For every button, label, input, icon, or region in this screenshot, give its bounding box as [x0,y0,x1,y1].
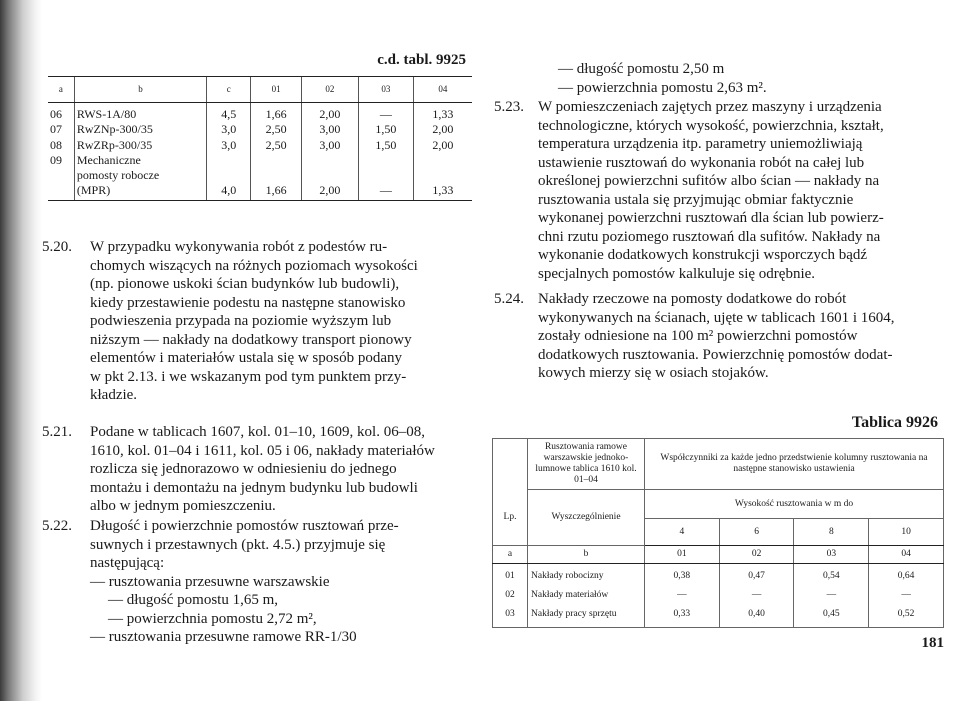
name-column [74,103,206,201]
lp-column [48,103,74,201]
page-number: 181 [921,635,944,651]
text-line: wykonywanych na ścianach, ujęte w tablicach 1601 i 1604, [538,309,895,326]
text-line: zostały odniesione na 100 m² powierzchni pomostów [538,328,858,344]
list-item: — rusztowania przesuwne ramowe RR-1/30 [90,629,357,645]
text-line: kładzie. [90,387,138,403]
row-lp [493,564,528,628]
height-value: 6 [719,519,794,546]
section-number: 5.23. [494,99,524,115]
list-subitem: — długość pomostu 2,50 m [558,61,725,77]
cell: 1,50 [375,122,397,137]
text-line: temperatura urządzenia itp. parametry uniemożliwiają [538,136,863,152]
table-header-row [48,77,472,103]
text-line: niższym — nakłady na dodatkowy transport pionowy [90,331,412,348]
col-02 [301,103,358,201]
table-9925-continued [48,76,472,201]
cell: 0,40 [748,609,765,619]
value-column [794,564,869,628]
cell: 4,5 [221,107,237,122]
text-line: rusztowania ustala się przyjmując obmiar faktycznie [538,191,854,208]
table-9926 [492,438,944,628]
section-number: 5.24. [494,291,524,307]
text-line: dodatkowych rusztowania. Powierzchnię pomostów dodat- [538,346,893,363]
paragraph-5-20 [90,238,472,405]
text-line: określonej powierzchni sufitów albo ścian — nakłady na [538,173,880,189]
cell: Nakłady robocizny [531,571,604,581]
cell: — [751,590,762,600]
col-01 [251,103,302,201]
col-letter: 02 [719,546,794,564]
continued-list [536,60,958,97]
height-value: 10 [869,519,944,546]
text-line: suwnych i przestawnych (pkt. 4.5.) przyjmuje się [90,536,386,553]
row-lp: 08 [50,137,62,152]
cell: 0,45 [823,609,840,619]
table-body [48,103,472,201]
row-name: Mechaniczne [76,152,141,167]
cell: 2,00 [432,137,454,152]
paragraph-5-21 [90,423,472,516]
row-name: (MPR) [76,183,111,198]
continued-table-label: c.d. tabl. 9925 [377,52,466,68]
text-line: chni rzutu poziomego rusztowań dla sufitów. Nakłady na [538,228,881,245]
spec-header: Wyszczególnienie [528,490,645,546]
col-letter: a [493,546,528,564]
cell: 2,50 [265,137,287,152]
row-name [528,564,645,628]
row-name: RWS-1A/80 [76,107,137,122]
cell: 0,64 [897,571,915,581]
col-header: 03 [358,77,413,103]
col-letter: 03 [794,546,869,564]
letters-row [493,546,944,564]
text-line: W pomieszczeniach zajętych przez maszyny i urządzenia [538,99,882,115]
lp-header: Lp. [493,490,528,546]
table-row [493,564,944,628]
cell: — [379,107,392,122]
cell: — [901,590,911,600]
cell: 0,38 [673,571,691,581]
text-line: 1610, kol. 01–04 i 1611, kol. 05 i 06, nakłady materiałów [90,442,435,459]
cell: Nakłady materiałów [531,590,609,600]
section-number: 5.21. [42,424,72,440]
row-lp: 06 [50,107,62,122]
text-line: Podane w tablicach 1607, kol. 01–10, 1609, kol. 06–08, [90,424,425,440]
cell: 03 [505,609,515,619]
cell: Nakłady pracy sprzętu [531,609,617,619]
cell: 1,66 [265,183,287,198]
col-header: a [48,77,74,103]
text-line: (np. pionowe uskoki ścian budynków lub budowli), [90,276,400,292]
cell: 0,52 [897,609,915,619]
value-column [645,564,720,628]
col-header: 02 [301,77,358,103]
cell: — [826,590,837,600]
cell: 01 [505,571,515,581]
col-04 [413,103,472,201]
cell: 1,33 [432,107,454,122]
value-column [719,564,794,628]
cell: — [379,183,392,198]
col-03 [358,103,413,201]
cell: 4,0 [221,183,237,198]
row-lp: 07 [50,122,62,137]
cell: 3,00 [319,137,341,152]
book-binding-shadow [0,0,42,701]
table-title: Tablica 9926 [851,414,938,431]
list-subitem: — powierzchnia pomostu 2,63 m². [558,79,767,96]
cell: 3,0 [221,122,237,137]
text-line: Nakłady rzeczowe na pomosty dodatkowe do robót [538,291,847,307]
text-line: elementów i materiałów ustala się w sposób podany [90,350,403,366]
text-line: następującą: [90,555,165,571]
col-letter: 01 [645,546,720,564]
cell: 3,0 [221,137,237,152]
col-header: c [207,77,251,103]
paragraph-5-22 [90,517,472,647]
section-number: 5.20. [42,239,72,255]
text-line: montażu i demontażu na jednym budynku lub budowli [90,479,418,496]
list-subitem: — powierzchnia pomostu 2,72 m², [108,610,317,627]
cell: 0,54 [823,571,840,581]
cell: 2,00 [319,107,341,122]
col-header: b [74,77,206,103]
col-letter: 04 [869,546,944,564]
text-line: wykonanej powierzchni rusztowań dla ścian lub powierz- [538,210,884,226]
paragraph-5-23 [538,98,942,283]
col-header: 04 [413,77,472,103]
cell: 2,00 [319,183,341,198]
row-name: RwZRp-300/35 [76,137,153,152]
text-line: albo w jednym pomieszczeniu. [90,498,276,514]
scaffold-note: Rusztowania ramowe warszawskie jednoko-lumnowe tablica 1610 kol. 01–04 [528,439,645,490]
cell: 02 [505,590,515,600]
row-name: pomosty robocze [76,168,160,183]
list-item: — rusztowania przesuwne warszawskie [90,573,330,590]
cell: 2,00 [432,122,454,137]
table-header-row [493,439,944,490]
table-header-row [493,490,944,519]
height-value: 8 [794,519,869,546]
text-line: wykonanie dodatkowych konstrukcji wsporczych bądź [538,247,868,263]
cell: 0,33 [673,609,691,619]
coefficient-header: Współczynniki za każde jedno przedstwienie kolumny rusztowania na następne stanowisko ustawienia [645,439,944,490]
text-line: podwieszenia przypada na poziomie wyższym lub [90,313,392,329]
text-line: W przypadku wykonywania robót z podestów ru- [90,239,388,255]
paragraph-5-24 [538,290,942,383]
cell: 0,47 [748,571,765,581]
cell: 1,66 [265,107,287,122]
cell: 1,50 [375,137,397,152]
cell: — [677,590,687,600]
cell: 1,33 [432,183,454,198]
empty-cell [493,439,528,490]
row-lp: 09 [50,152,62,167]
height-header: Wysokość rusztowania w m do [645,490,944,519]
text-line: kowych mierzy się w osiach stojaków. [538,365,769,381]
text-line: w pkt 2.13. i we wskazanym pod tym punktem przy- [90,368,407,385]
text-line: ustawienie rusztowań do wykonania robót na całej lub [538,154,865,171]
col-header: 01 [251,77,302,103]
text-line: kiedy przestawienie podestu na następne stanowisko [90,294,406,311]
section-number: 5.22. [42,518,72,534]
col-letter: b [528,546,645,564]
height-value: 4 [645,519,720,546]
value-column [869,564,944,628]
text-line: technologiczne, których wysokość, powierzchnia, kształt, [538,117,884,134]
text-line: rozlicza się jednorazowo w odniesieniu do jednego [90,461,397,477]
text-line: Długość i powierzchnie pomostów rusztowań prze- [90,518,399,534]
cell: 2,50 [265,122,287,137]
text-line: chomych wiszących na różnych poziomach wysokości [90,257,418,274]
cell: 3,00 [319,122,341,137]
row-name: RwZNp-300/35 [76,122,153,137]
list-subitem: — długość pomostu 1,65 m, [108,592,279,608]
c-column [207,103,251,201]
text-line: specjalnych pomostów kalkuluje się odrębnie. [538,265,816,282]
